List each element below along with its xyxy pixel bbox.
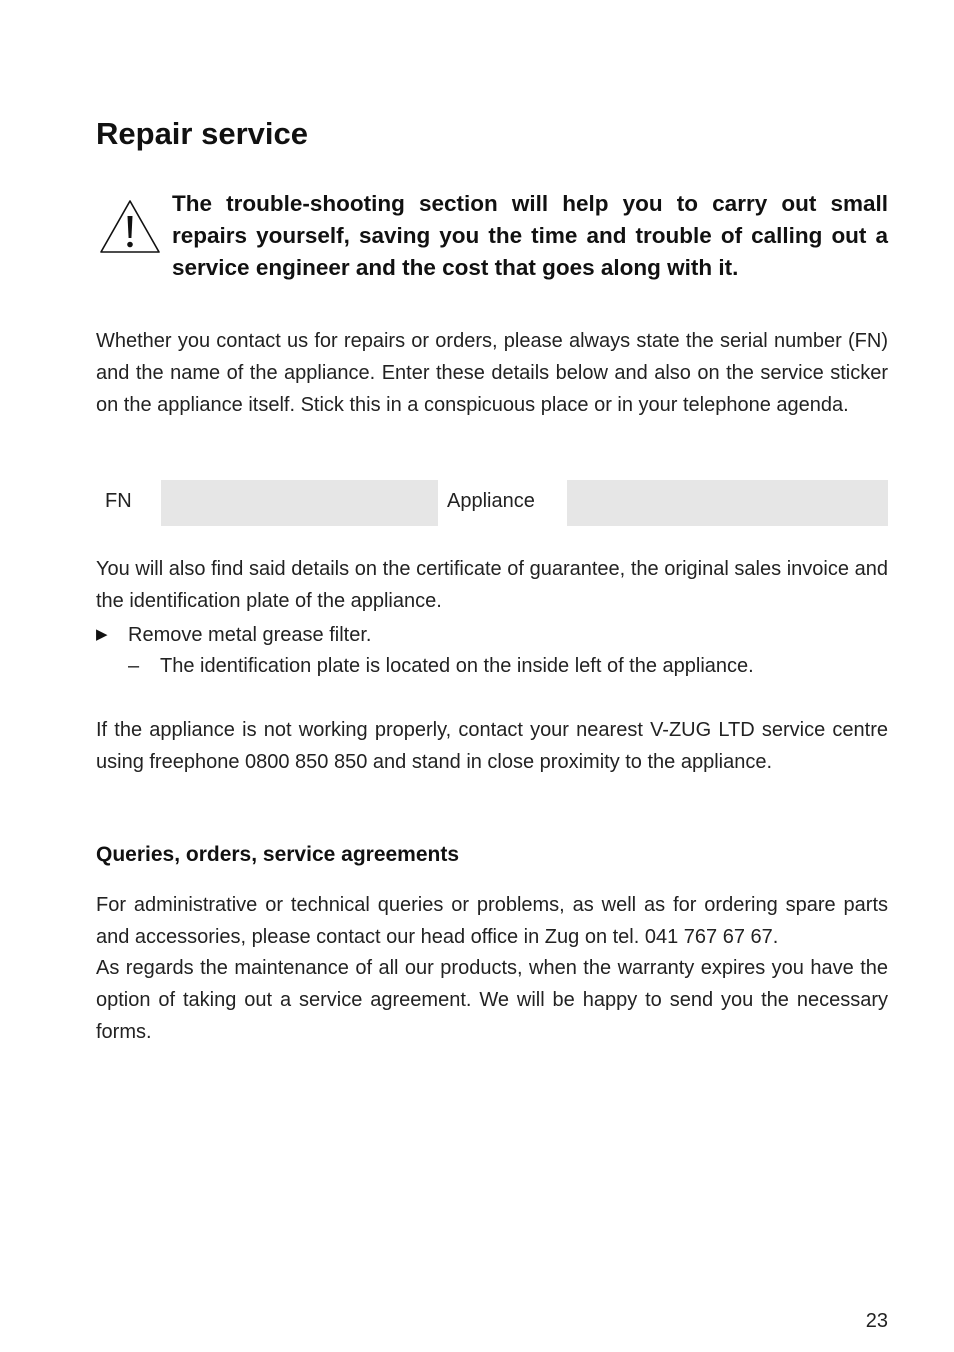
details-paragraph: You will also find said details on the certificate of guarantee, the original sales invoice and the identification plate of the appliance.: [96, 558, 888, 612]
intro-paragraph: Whether you contact us for repairs or orders, please always state the serial number (FN) and the name of the appliance. Enter these details below and also on the service sticker on the appliance itself. Stick this in a conspicuous place or in your telephone agenda.: [96, 330, 888, 416]
service-agreement-paragraph: As regards the maintenance of all our products, when the warranty expires you have the option of taking out a service agreement. We will be happy to send you the necessary forms.: [96, 957, 888, 1043]
identification-fields: [96, 480, 888, 526]
contact-paragraph: If the appliance is not working properly, contact your nearest V-ZUG LTD service centre using freephone 0800 850 850 and stand in close proximity to the appliance.: [96, 719, 888, 773]
page-title: Repair service: [96, 116, 308, 151]
dash-marker: –: [128, 655, 140, 677]
page-number: 23: [865, 1310, 888, 1332]
queries-paragraph: For administrative or technical queries or problems, as well as for ordering spare parts and accessories, please contact our head office in Zug on tel. 041 767 67 67.: [96, 894, 888, 948]
warning-triangle-icon: [98, 198, 162, 256]
instruction-result-text: The identification plate is located on the inside left of the appliance.: [160, 655, 754, 677]
fn-field[interactable]: [161, 480, 438, 526]
appliance-field[interactable]: [567, 480, 888, 526]
section-heading: Queries, orders, service agreements: [96, 843, 460, 866]
arrow-right-icon: ▶: [96, 626, 108, 643]
instruction-text: Remove metal grease filter.: [128, 624, 372, 646]
warning-text: The trouble-shooting section will help you to carry out small repairs yourself, saving you the time and trouble of calling out a service engineer and the cost that goes along with it.: [172, 191, 888, 280]
fn-label: FN: [105, 490, 132, 512]
appliance-label: Appliance: [447, 490, 535, 512]
